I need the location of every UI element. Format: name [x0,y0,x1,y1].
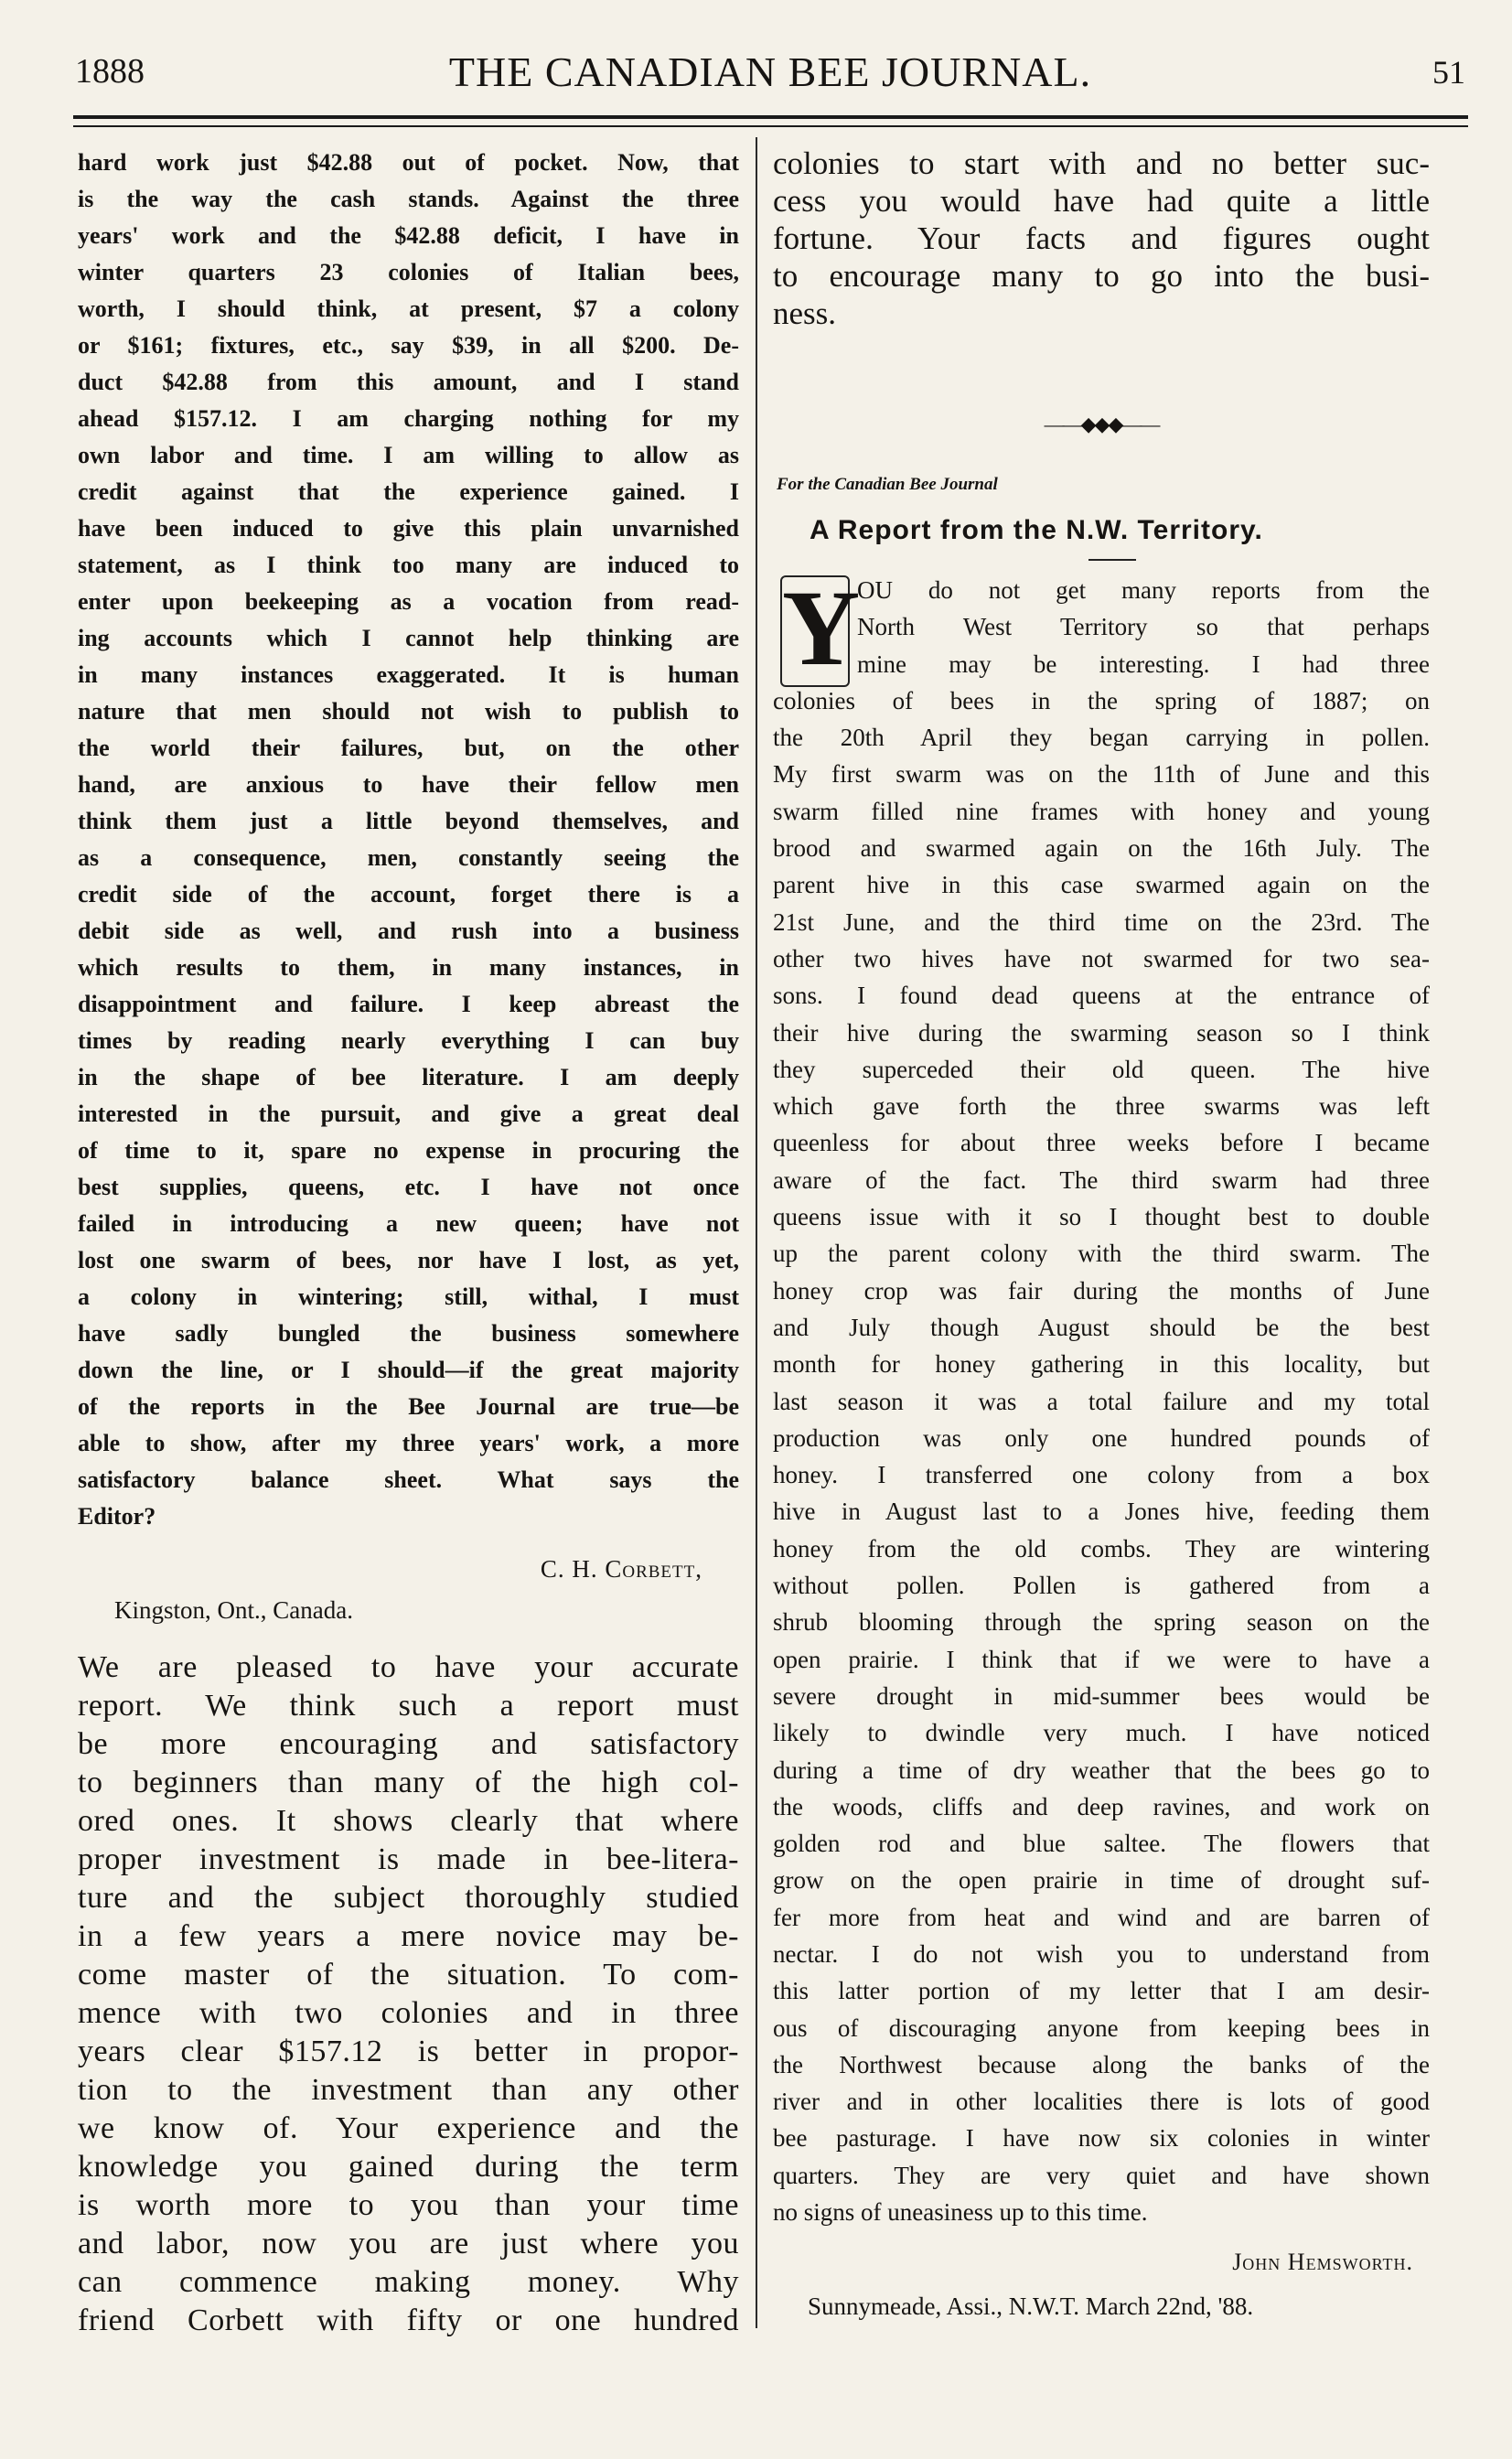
text-line: and labor, now you are just where you [78,2227,739,2260]
text-line: in a few years a mere novice may be- [78,1919,739,1953]
text-line: the Northwest because along the banks of the [773,2050,1430,2078]
text-line: failed in introducing a new queen; have not [78,1210,739,1237]
journal-title: THE CANADIAN BEE JOURNAL. [448,48,1092,95]
text-line: own labor and time. I am willing to allow as [78,442,739,468]
text-line: to encourage many to go into the busi- [773,258,1430,294]
text-line: colonies to start with and no better suc- [773,145,1430,181]
text-line: be more encouraging and satisfactory [78,1727,739,1761]
text-line: their hive during the swarming season so I think [773,1018,1430,1047]
text-line: which results to them, in many instances, in [78,954,739,981]
text-line: credit against that the experience gained. I [78,478,739,505]
text-line: golden rod and blue saltee. The flowers that [773,1830,1430,1858]
text-line: ahead $157.12. I am charging nothing for my [78,405,739,432]
letter-location: Kingston, Ont., Canada. [114,1596,353,1624]
column-divider [756,137,757,2328]
text-line: report. We think such a report must [78,1689,739,1723]
text-line: OU do not get many reports from the [857,576,1430,604]
text-line: to beginners than many of the high col- [78,1766,739,1799]
header-rule [73,115,1468,119]
text-line: enter upon beekeeping as a vocation from read- [78,588,739,615]
text-line: of the reports in the Bee Journal are true—be [78,1393,739,1420]
report-body [773,568,1430,2230]
text-line: ness. [773,295,837,331]
left-column [78,145,739,2340]
text-line: brood and swarmed again on the 16th July. The [773,834,1430,863]
text-line: we know of. Your experience and the [78,2111,739,2145]
text-line: ored ones. It shows clearly that where [78,1804,739,1838]
text-line: quarters. They are very quiet and have shown [773,2161,1430,2189]
text-line: cess you would have had quite a little [773,183,1430,219]
article-title: A Report from the N.W. Territory. [810,515,1263,545]
text-line: worth, I should think, at present, $7 a colony [78,295,739,322]
text-line: queenless for about three weeks before I became [773,1129,1430,1157]
text-line: knowledge you gained during the term [78,2150,739,2184]
report-location: Sunnymeade, Assi., N.W.T. March 22nd, '88. [808,2293,1254,2321]
text-line: mine may be interesting. I had three [857,650,1430,678]
text-line: fortune. Your facts and figures ought [773,220,1430,256]
text-line: Editor? [78,1503,156,1530]
text-line: best supplies, queens, etc. I have not once [78,1174,739,1200]
text-line: nature that men should not wish to publish to [78,698,739,725]
text-line: river and in other localities there is lots of good [773,2088,1430,2116]
page-header [75,48,1465,112]
text-line: is worth more to you than your time [78,2188,739,2222]
text-line: aware of the fact. The third swarm had three [773,1165,1430,1194]
report-article [773,568,1430,2230]
text-line: years' work and the $42.88 deficit, I have in [78,222,739,249]
text-line: up the parent colony with the third swarm. The [773,1240,1430,1268]
text-line: in many instances exaggerated. It is human [78,661,739,688]
text-line: and July though August should be the best [773,1313,1430,1341]
text-line: My first swarm was on the 11th of June and this [773,760,1430,789]
text-line: honey from the old combs. They are wintering [773,1534,1430,1562]
text-line: or $161; fixtures, etc., say $39, in all $200. De- [78,332,739,359]
text-line: hand, are anxious to have their fellow men [78,771,739,798]
text-line: honey crop was fair during the months of June [773,1276,1430,1305]
text-line: other two hives have not swarmed for two sea- [773,944,1430,972]
editor-reply-continued [773,145,1430,332]
text-line: honey. I transferred one colony from a box [773,1461,1430,1489]
text-line: fer more from heat and wind and are barren of [773,1903,1430,1931]
text-line: during a time of dry weather that the bees go to [773,1756,1430,1784]
text-line: is the way the cash stands. Against the three [78,186,739,212]
text-line: sons. I found dead queens at the entrance of [773,982,1430,1010]
text-line: ture and the subject thoroughly studied [78,1881,739,1915]
text-line: interested in the pursuit, and give a great deal [78,1101,739,1127]
text-line: friend Corbett with fifty or one hundred [78,2303,739,2337]
text-line: have been induced to give this plain unvarnished [78,515,739,542]
text-line: bee pasturage. I have now six colonies in winter [773,2124,1430,2153]
text-line: last season it was a total failure and my total [773,1387,1430,1415]
text-line: years clear $157.12 is better in propor- [78,2035,739,2068]
page-number: 51 [1432,54,1465,91]
text-line: ous of discouraging anyone from keeping bees in [773,2013,1430,2042]
text-line: times by reading nearly everything I can buy [78,1027,739,1054]
text-line: in the shape of bee literature. I am deeply [78,1064,739,1090]
text-line: can commence making money. Why [78,2265,739,2299]
text-line: ing accounts which I cannot help thinking are [78,625,739,651]
text-line: tion to the investment than any other [78,2073,739,2107]
text-line: winter quarters 23 colonies of Italian bees, [78,259,739,285]
text-line: the woods, cliffs and deep ravines, and work on [773,1792,1430,1820]
text-line: mence with two colonies and in three [78,1996,739,2030]
text-line: colonies of bees in the spring of 1887; on [773,686,1430,714]
text-line: shrub blooming through the spring season on the [773,1608,1430,1637]
text-line: swarm filled nine frames with honey and young [773,797,1430,825]
text-line: debit side as well, and rush into a business [78,918,739,944]
text-line: statement, as I think too many are induced to [78,552,739,578]
report-signature: John Hemsworth. [1232,2249,1413,2276]
editor-reply [78,1648,739,2340]
text-line: the 20th April they began carrying in pollen. [773,724,1430,752]
text-line: parent hive in this case swarmed again on the [773,871,1430,899]
text-line: without pollen. Pollen is gathered from a [773,1572,1430,1600]
text-line: which gave forth the three swarms was left [773,1092,1430,1121]
text-line: proper investment is made in bee-litera- [78,1842,739,1876]
corbett-letter [78,145,739,1535]
text-line: down the line, or I should—if the great majority [78,1357,739,1383]
text-line: grow on the open prairie in time of drought suf- [773,1866,1430,1895]
text-line: the world their failures, but, on the other [78,735,739,761]
text-line: hive in August last to a Jones hive, feeding them [773,1498,1430,1526]
text-line: North West Territory so that perhaps [857,613,1430,641]
text-line: month for honey gathering in this locality, but [773,1350,1430,1379]
text-line: likely to dwindle very much. I have noticed [773,1719,1430,1747]
text-line: able to show, after my three years' work, a more [78,1430,739,1456]
text-line: no signs of uneasiness up to this time. [773,2198,1148,2227]
text-line: duct $42.88 from this amount, and I stand [78,369,739,395]
right-column [773,145,1430,2321]
text-line: severe drought in mid-summer bees would be [773,1681,1430,1710]
text-line: queens issue with it so I thought best to double [773,1203,1430,1231]
text-line: come master of the situation. To com- [78,1958,739,1992]
letter-signature: C. H. Corbett, [540,1555,702,1583]
text-line: think them just a little beyond themselves, and [78,808,739,834]
text-line: open prairie. I think that if we were to have a [773,1645,1430,1673]
text-line: 21st June, and the third time on the 23rd. The [773,907,1430,936]
text-line: credit side of the account, forget there is a [78,881,739,907]
header-rule-thin [73,125,1468,127]
text-line: hard work just $42.88 out of pocket. Now, that [78,149,739,176]
section-ornament: ——◆◆◆—— [1044,413,1159,435]
text-line: production was only one hundred pounds of [773,1423,1430,1452]
text-line: this latter portion of my letter that I am desir- [773,1977,1430,2005]
text-line: they superceded their old queen. The hive [773,1055,1430,1083]
drop-cap: Y [782,568,861,688]
text-line: disappointment and failure. I keep abreast the [78,991,739,1017]
title-rule [1088,559,1136,561]
text-line: We are pleased to have your accurate [78,1650,739,1684]
text-line: a colony in wintering; still, withal, I must [78,1283,739,1310]
text-line: have sadly bungled the business somewhere [78,1320,739,1347]
header-year: 1888 [75,52,145,91]
text-line: satisfactory balance sheet. What says the [78,1466,739,1493]
article-source: For the Canadian Bee Journal [777,475,998,494]
text-line: as a consequence, men, constantly seeing the [78,844,739,871]
text-line: of time to it, spare no expense in procuring the [78,1137,739,1164]
text-line: lost one swarm of bees, nor have I lost, as yet, [78,1247,739,1273]
text-line: nectar. I do not wish you to understand from [773,1939,1430,1968]
